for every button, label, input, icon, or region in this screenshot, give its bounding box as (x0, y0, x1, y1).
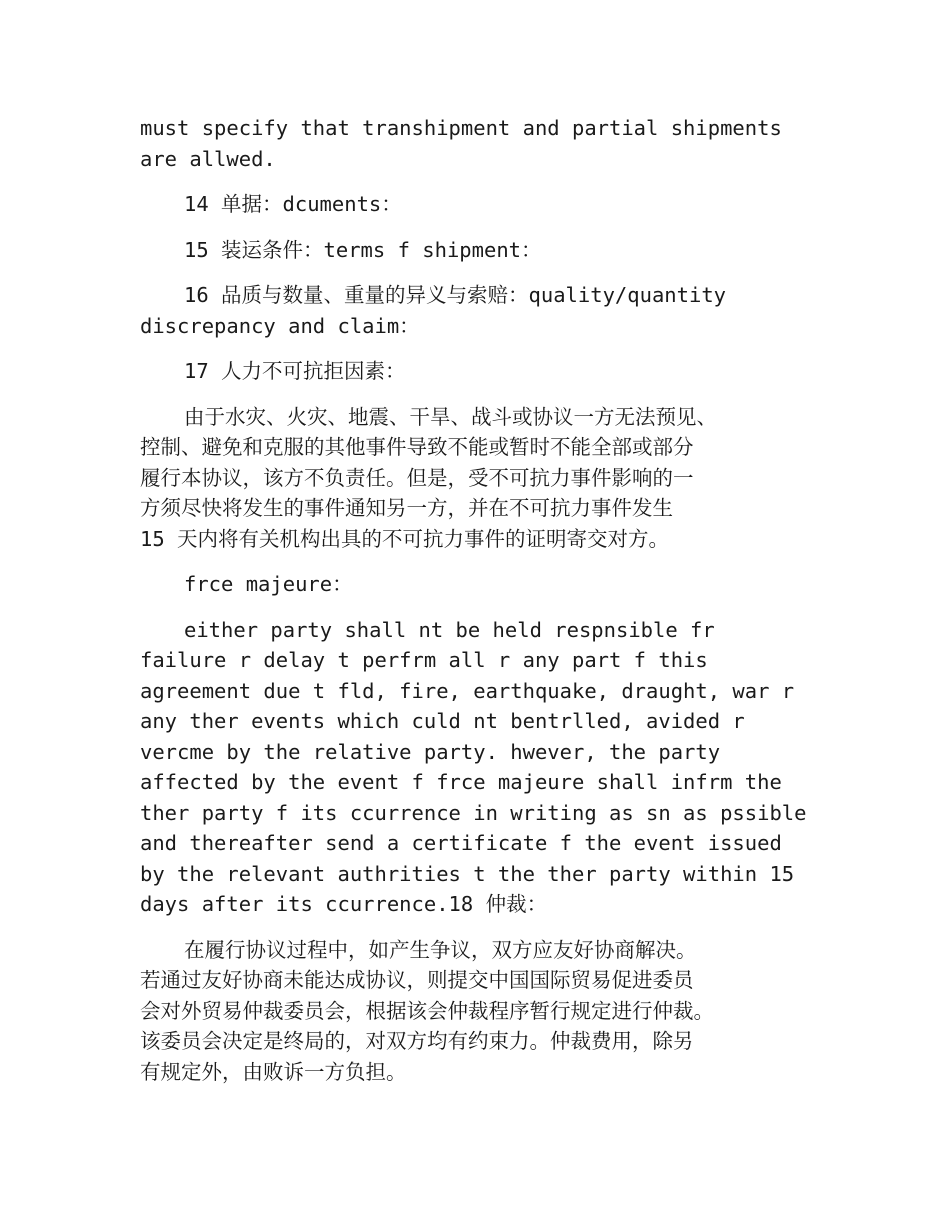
text-line (140, 615, 820, 646)
line-text: 若通过友好协商未能达成协议，则提交中国国际贸易促进委员 (140, 968, 694, 992)
text-line (140, 189, 820, 220)
text-line (140, 965, 820, 996)
paragraph-force-en-heading (140, 569, 820, 600)
text-line (140, 493, 820, 524)
text-line (140, 1057, 820, 1088)
paragraph-shipment (140, 235, 820, 266)
line-text: 方须尽快将发生的事件通知另一方，并在不可抗力事件发生 (140, 496, 673, 520)
line-text: vercme by the relative party. hwever, the party (140, 739, 721, 764)
text-line (140, 432, 820, 463)
text-line (140, 935, 820, 966)
line-text: ther party f its ccurrence in writing as sn as pssible (140, 800, 807, 825)
line-text: 该委员会决定是终局的，对双方均有约束力。仲裁费用，除另 (140, 1029, 694, 1053)
document-page (140, 113, 820, 1102)
paragraph-force-cn (140, 402, 820, 555)
line-text: 控制、避免和克服的其他事件导致不能或暂时不能全部或部分 (140, 435, 694, 459)
text-line (140, 569, 820, 600)
text-line (140, 737, 820, 768)
paragraph-force-en (140, 615, 820, 920)
line-text: are allwed. (140, 146, 276, 171)
line-text: days after its ccurrence.18 仲裁： (140, 892, 548, 916)
line-text: 16 品质与数量、重量的异义与索赔：quality/quantity (184, 283, 726, 307)
text-line (140, 235, 820, 266)
text-line (140, 524, 820, 555)
line-text: either party shall nt be held respnsible fr (184, 617, 715, 642)
text-line (140, 767, 820, 798)
line-text: frce majeure： (184, 572, 353, 596)
text-line (140, 859, 820, 890)
paragraph-quality (140, 280, 820, 341)
paragraph-arbitration (140, 935, 820, 1088)
text-line (140, 113, 820, 144)
text-line (140, 798, 820, 829)
text-line (140, 402, 820, 433)
line-text: 17 人力不可抗拒因素： (184, 359, 406, 383)
paragraph-documents (140, 189, 820, 220)
line-text: 15 装运条件：terms f shipment： (184, 237, 542, 262)
line-text: 14 单据：dcuments： (184, 192, 402, 216)
line-text: 在履行协议过程中，如产生争议，双方应友好协商解决。 (184, 937, 697, 962)
line-text: by the relevant authrities t the ther party within 15 (140, 861, 795, 886)
text-line (140, 356, 820, 387)
line-text: any ther events which culd nt bentrlled, avided r (140, 709, 745, 733)
text-line (140, 280, 820, 311)
line-text: 会对外贸易仲裁委员会，根据该会仲裁程序暂行规定进行仲裁。 (140, 998, 714, 1023)
line-text: affected by the event f frce majeure shall infrm the (140, 770, 782, 794)
line-text: must specify that transhipment and partial shipments (140, 116, 782, 140)
text-line (140, 889, 820, 920)
paragraph-transhipment (140, 113, 820, 174)
text-line (140, 311, 820, 342)
paragraph-force-heading (140, 356, 820, 387)
text-line (140, 463, 820, 494)
line-text: and thereafter send a certificate f the event issued (140, 831, 782, 855)
text-line (140, 144, 820, 175)
text-line (140, 706, 820, 737)
text-line (140, 645, 820, 676)
line-text: agreement due t fld, fire, earthquake, draught, war r (140, 678, 795, 703)
line-text: 履行本协议，该方不负责任。但是，受不可抗力事件影响的一 (140, 465, 694, 490)
line-text: 由于水灾、火灾、地震、干旱、战斗或协议一方无法预见、 (184, 404, 717, 429)
text-line (140, 828, 820, 859)
text-line (140, 1026, 820, 1057)
document-body (140, 113, 820, 1087)
text-line (140, 996, 820, 1027)
line-text: discrepancy and claim： (140, 313, 420, 338)
line-text: 15 天内将有关机构出具的不可抗力事件的证明寄交对方。 (140, 526, 670, 551)
line-text: failure r delay t perfrm all r any part f this (140, 648, 708, 672)
text-line (140, 676, 820, 707)
line-text: 有规定外，由败诉一方负担。 (140, 1059, 407, 1084)
